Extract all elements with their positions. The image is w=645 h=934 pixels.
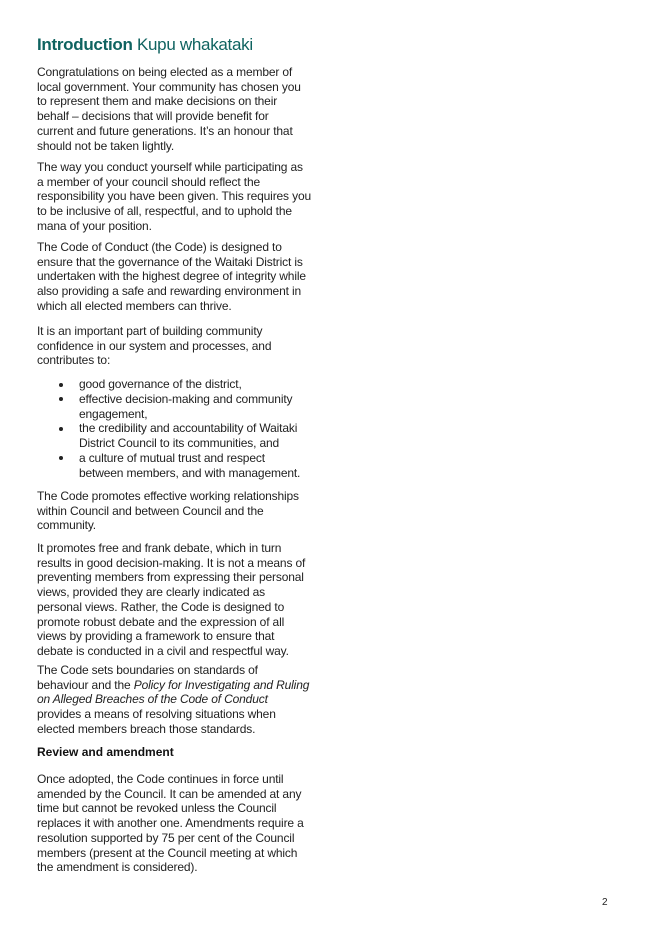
bullet-list: [59, 377, 319, 481]
text-line: between members, and with management.: [79, 465, 301, 480]
text-line: It is an important part of building community: [37, 324, 263, 338]
text-line: community.: [37, 518, 96, 533]
paragraph-code-purpose: [37, 240, 312, 314]
paragraph-review: [37, 772, 312, 875]
bullet-item: [59, 392, 319, 422]
paragraph-relationships: [37, 489, 312, 533]
text-line: It promotes free and frank debate, which in turn: [37, 541, 282, 555]
bullet-item: [59, 377, 319, 392]
text-line: within Council and between Council and the: [37, 503, 264, 518]
text-line: amended by the Council. It can be amended at any: [37, 786, 302, 801]
text-line: confidence in our system and processes, and: [37, 338, 272, 353]
text-line: views by providing a framework to ensure that: [37, 629, 275, 644]
bullet-item: [59, 451, 319, 481]
text-line: responsibility you have been given. This requires you: [37, 189, 311, 204]
text-line: the amendment is considered).: [37, 860, 198, 875]
text-line: good governance of the district,: [79, 377, 242, 391]
text-line: preventing members from expressing their personal: [37, 570, 304, 585]
paragraph-conduct: [37, 160, 312, 234]
page-number: 2: [602, 897, 608, 908]
policy-title: on Alleged Breaches of the Code of Conduct: [37, 692, 268, 707]
text-line: which all elected members can thrive.: [37, 298, 232, 313]
text-line: replaces it with another one. Amendments require a: [37, 816, 304, 831]
section-heading-review: Review and amendment: [37, 745, 174, 759]
text-line: behalf – decisions that will provide benefit for: [37, 109, 269, 124]
text-line: to be inclusive of all, respectful, and to uphold the: [37, 204, 292, 219]
text-line: to represent them and make decisions on their: [37, 94, 278, 109]
text-line: results in good decision-making. It is not a means of: [37, 555, 306, 570]
text-line: District Council to its communities, and: [79, 436, 280, 451]
page-title: Introduction Kupu whakataki: [37, 35, 253, 54]
text-line: a member of your council should reflect the: [37, 174, 260, 189]
text-line: should not be taken lightly.: [37, 138, 175, 153]
text-line: a culture of mutual trust and respect: [79, 450, 265, 465]
paragraph-boundaries: The Code sets boundaries on standards of behaviour and the Policy for Investigating and Ruling on Alleged Breaches of the Code of Conduct provides a means of resolving situations when elected members breach those standards.: [37, 663, 310, 736]
text-line: local government. Your community has chosen you: [37, 79, 301, 94]
text-line: members (present at the Council meeting at which: [37, 845, 298, 860]
text-line: personal views. Rather, the Code is designed to: [37, 599, 285, 614]
bullet-item: [59, 421, 319, 451]
text-line: current and future generations. It’s an honour that: [37, 123, 293, 138]
text-line: engagement,: [79, 406, 148, 421]
text-line: undertaken with the highest degree of integrity while: [37, 269, 306, 284]
text-line: debate is conducted in a civil and respectful way.: [37, 643, 289, 658]
text-line: resolution supported by 75 per cent of the Council: [37, 830, 295, 845]
text-line: views, provided they are clearly indicated as: [37, 585, 266, 600]
text-line: the credibility and accountability of Waitaki: [79, 421, 298, 436]
text-line: Once adopted, the Code continues in force until: [37, 772, 284, 786]
text-line: Congratulations on being elected as a member of: [37, 65, 293, 79]
text-line: promote robust debate and the expression of all: [37, 614, 285, 629]
paragraph-contributes: [37, 324, 312, 368]
text-line: effective decision-making and community: [79, 391, 293, 406]
text-line: time but cannot be revoked unless the Council: [37, 801, 277, 816]
text-line: also providing a safe and rewarding environment in: [37, 284, 301, 299]
text-line: The Code of Conduct (the Code) is designed to: [37, 240, 282, 254]
text-line: The way you conduct yourself while participating as: [37, 160, 303, 174]
text-line: mana of your position.: [37, 218, 152, 233]
text-line: ensure that the governance of the Waitaki District is: [37, 254, 303, 269]
paragraph-debate: [37, 541, 312, 659]
text-line: The Code promotes effective working relationships: [37, 489, 299, 503]
paragraph-congratulations: [37, 65, 312, 153]
policy-title: Policy for Investigating and Ruling: [133, 677, 310, 692]
text-line: contributes to:: [37, 353, 111, 368]
